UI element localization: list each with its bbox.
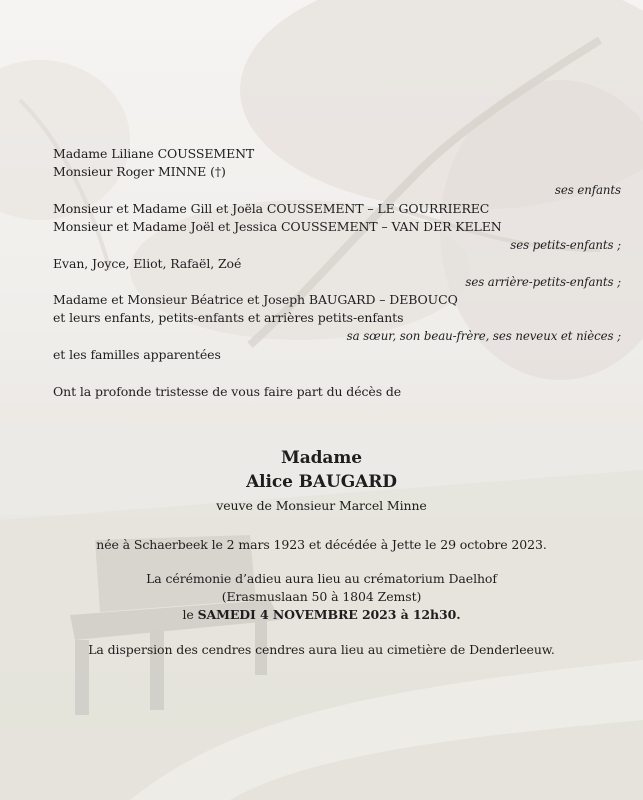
relation-label: ses arrière-petits-enfants ; <box>465 275 621 289</box>
deceased-name: Alice BAUGARD <box>246 472 397 492</box>
relation-label: ses petits-enfants ; <box>510 238 621 252</box>
family-member: Monsieur Roger MINNE (†) <box>53 164 226 179</box>
ceremony-date-prefix: le <box>182 607 194 622</box>
ceremony-address: (Erasmuslaan 50 à 1804 Zemst) <box>221 589 422 604</box>
family-member: Madame Liliane COUSSEMENT <box>53 146 255 161</box>
ash-dispersion: La dispersion des cendres cendres aura lieu au cimetière de Denderleeuw. <box>88 642 555 657</box>
family-member: et les familles apparentées <box>53 347 221 362</box>
birth-death-info: née à Schaerbeek le 2 mars 1923 et décédée à Jette le 29 octobre 2023. <box>96 537 547 552</box>
relation-label: ses enfants <box>554 183 621 197</box>
deceased-title: Madame <box>281 448 362 468</box>
tree-canopy-left <box>0 60 130 220</box>
announcement: Ont la profonde tristesse de vous faire part du décès de <box>53 384 402 399</box>
ceremony-date-suffix: . <box>456 607 461 622</box>
ceremony-place: La cérémonie d’adieu aura lieu au crématorium Daelhof <box>146 571 497 586</box>
ceremony-date-value: SAMEDI 4 NOVEMBRE 2023 à 12h30 <box>197 607 457 622</box>
family-member: Madame et Monsieur Béatrice et Joseph BAUGARD – DEBOUCQ <box>53 292 458 307</box>
widow-of: veuve de Monsieur Marcel Minne <box>216 498 427 513</box>
family-member: Monsieur et Madame Joël et Jessica COUSSEMENT – VAN DER KELEN <box>53 219 502 234</box>
family-member: et leurs enfants, petits-enfants et arrières petits-enfants <box>53 310 404 325</box>
family-member: Evan, Joyce, Eliot, Rafaël, Zoé <box>53 256 242 271</box>
family-member: Monsieur et Madame Gill et Joëla COUSSEMENT – LE GOURRIEREC <box>53 201 490 216</box>
ceremony-date <box>0 606 643 624</box>
relation-label: sa sœur, son beau-frère, ses neveux et nièces ; <box>346 329 621 343</box>
